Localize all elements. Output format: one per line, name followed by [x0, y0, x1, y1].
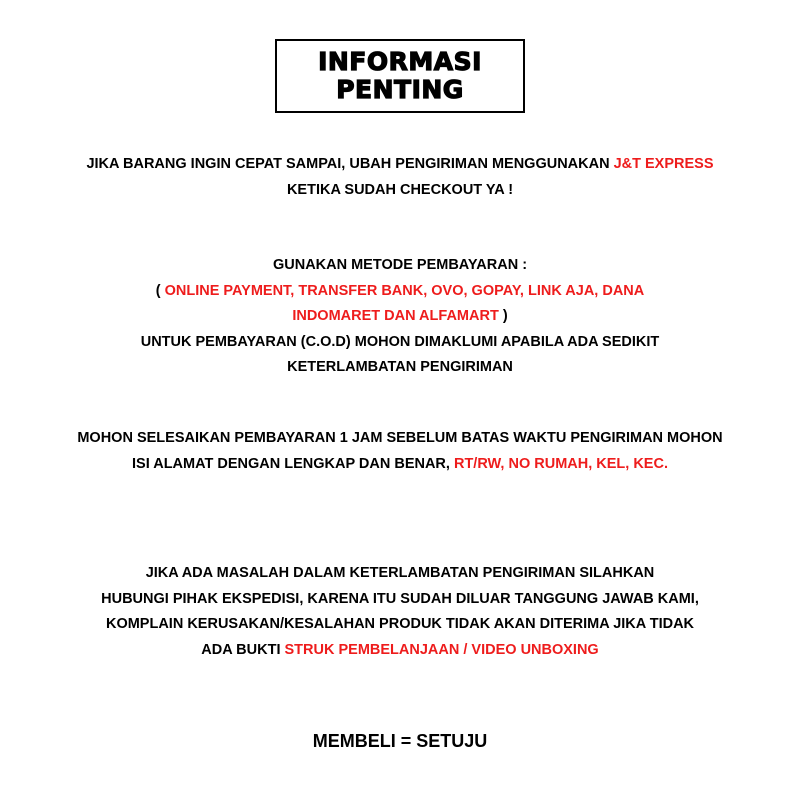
deadline-line-2 [0, 452, 800, 478]
payment-line-3 [0, 304, 800, 330]
proof-highlight: STRUK PEMBELANJAAN / VIDEO UNBOXING [284, 641, 599, 658]
payment-methods-highlight: ONLINE PAYMENT, TRANSFER BANK, OVO, GOPAY, LINK AJA, DANA [164, 282, 645, 299]
title-box [275, 39, 525, 113]
complaint-line-1: JIKA ADA MASALAH DALAM KETERLAMBATAN PENGIRIMAN SILAHKAN [145, 565, 655, 581]
payment-close-paren: ) [498, 308, 508, 324]
complaint-line-2: HUBUNGI PIHAK EKSPEDISI, KARENA ITU SUDAH DILUAR TANGGUNG JAWAB KAMI, [101, 590, 699, 607]
payment-line-1: GUNAKAN METODE PEMBAYARAN : [272, 257, 528, 273]
complaint-line-3: KOMPLAIN KERUSAKAN/KESALAHAN PRODUK TIDAK AKAN DITERIMA JIKA TIDAK [105, 616, 695, 632]
shipping-line-2: KETIKA SUDAH CHECKOUT YA ! [286, 181, 514, 198]
title-line-1: INFORMASI [318, 47, 482, 76]
section-payment-deadline [0, 426, 800, 477]
courier-highlight: J&T EXPRESS [613, 156, 714, 172]
payment-line-2 [0, 279, 800, 305]
section-complaints [0, 561, 800, 663]
shipping-line-1-text: JIKA BARANG INGIN CEPAT SAMPAI, UBAH PENGIRIMAN MENGGUNAKAN [86, 156, 614, 172]
payment-stores-highlight: INDOMARET DAN ALFAMART [292, 308, 499, 324]
section-payment-methods [0, 253, 800, 381]
payment-open-paren: ( [155, 282, 165, 299]
footer-agreement: MEMBELI = SETUJU [312, 731, 488, 751]
deadline-line-1: MOHON SELESAIKAN PEMBAYARAN 1 JAM SEBELUM BATAS WAKTU PENGIRIMAN MOHON [77, 430, 723, 446]
address-highlight: RT/RW, NO RUMAH, KEL, KEC. [453, 455, 668, 472]
shipping-line-1 [0, 152, 800, 178]
complaint-line-4 [0, 638, 800, 664]
title-line-2: PENTING [336, 75, 464, 104]
payment-line-5: KETERLAMBATAN PENGIRIMAN [287, 359, 513, 375]
payment-line-4: UNTUK PEMBAYARAN (C.O.D) MOHON DIMAKLUMI APABILA ADA SEDIKIT [140, 333, 660, 350]
section-shipping-info [0, 152, 800, 203]
complaint-line-4-text: ADA BUKTI [201, 641, 285, 658]
deadline-line-2-text: ISI ALAMAT DENGAN LENGKAP DAN BENAR, [132, 455, 454, 472]
